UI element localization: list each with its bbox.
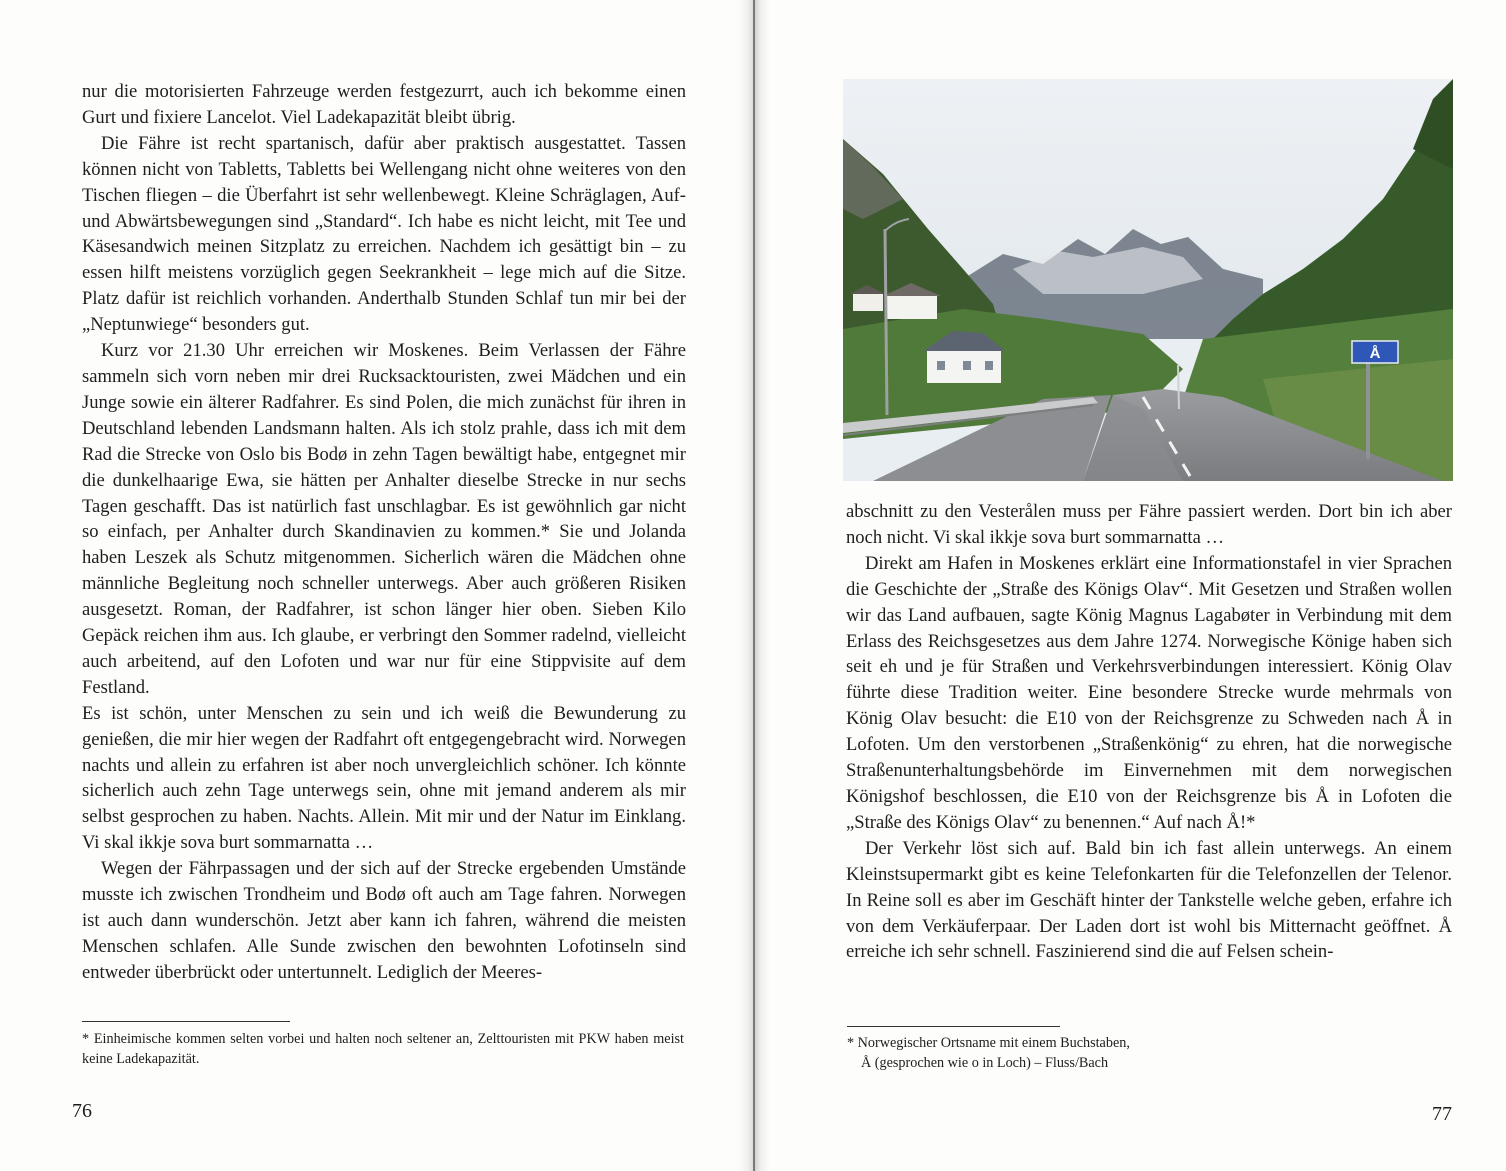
paragraph: Wegen der Fährpassagen und der sich auf der Strecke ergebenden Umstände musste ich zwischen Trondheim und Bodø oft auch am Tage fahren. Norwegen ist auch dann wunderschön. Jetzt aber kann ich fahren, während die meisten Menschen schlafen. Alle Sunde zwischen den bewohnten Lofotinseln sind entweder überbrückt oder untertunnelt. Lediglich der Meeres- bbox=[82, 858, 686, 983]
paragraph: Der Verkehr löst sich auf. Bald bin ich fast allein unterwegs. An einem Kleinstsupermarkt gibt es keine Telefonkarten für die Telefonzellen der Telenor. In Reine soll es aber im Geschäft hinter der Tankstelle welche geben, erfahre ich von dem Verkäuferpaar. Der Laden dort ist wohl bis Mitternacht geöffnet. Å erreiche ich sehr schnell. Faszinierend sind die auf Felsen schein- bbox=[846, 837, 1452, 963]
paragraph: Die Fähre ist recht spartanisch, dafür aber praktisch ausgestattet. Tassen können nicht von Tabletts, Tabletts bei Wellengang nicht ohne weiteres von den Tischen fliegen – die Überfahrt ist sehr wellenbewegt. Kleine Schräglagen, Auf- und Abwärtsbewegungen sind „Standard“. Ich habe es nicht leicht, mit Tee und Käsesandwich meinen Sitzplatz zu erreichen. Nachdem ich gesättigt bin – zu essen hilft meistens vorzüglich gegen Seekrankheit – lege mich auf die Sitze. Platz dafür ist reichlich vorhanden. Anderthalb Stunden Schlaf tun mir bei der „Neptunwiege“ besonders gut. bbox=[82, 132, 686, 336]
left-page-body bbox=[82, 79, 686, 986]
paragraph: nur die motorisierten Fahrzeuge werden festgezurrt, auch ich bekomme einen Gurt und fixiere Lancelot. Viel Ladekapazität bleibt übrig. bbox=[82, 81, 686, 128]
footnote-line: * Norwegischer Ortsname mit einem Buchstaben, bbox=[847, 1035, 1130, 1051]
footnote: * Einheimische kommen selten vorbei und halten noch seltener an, Zelttouristen mit PKW haben meist keine Ladekapazität. bbox=[82, 1031, 684, 1067]
road-landscape-image bbox=[843, 79, 1453, 481]
road-sign-label: Å bbox=[1369, 345, 1381, 362]
paragraph: Es ist schön, unter Menschen zu sein und ich weiß die Bewunderung zu genießen, die mir hier wegen der Radfahrt oft entgegengebracht wird. Norwegen nachts und allein zu erfahren ist aber noch unvergleichlich schöner. Ich könnte sicherlich auch zehn Tage unterwegs sein, ohne mit jemand anderem als mir selbst gesprochen zu haben. Nachts. Allein. Mit mir und der Natur im Einklang. Vi skal ikkje sova burt sommarnatta … bbox=[82, 702, 686, 854]
page-number: 76 bbox=[72, 1100, 92, 1122]
road-photo bbox=[843, 79, 1453, 481]
footnote bbox=[847, 1033, 1267, 1073]
book-gutter bbox=[738, 0, 770, 1171]
page-number: 77 bbox=[1432, 1103, 1452, 1125]
footnote-divider bbox=[847, 1026, 1060, 1027]
paragraph: Direkt am Hafen in Moskenes erklärt eine Informationstafel in vier Sprachen die Geschichte der „Straße des Königs Olav“. Mit Gesetzen und Straßen wollen wir das Land aufbauen, sagte König Magnus Lagabøter in Verbindung mit dem Erlass des Reichsgesetzes aus dem Jahre 1274. Norwegische Könige haben sich seit eh und je für Straßen und Verkehrsverbindungen interessiert. König Olav führte diese Tradition weiter. Eine besondere Strecke wurde mehrmals von König Olav besucht: die E10 von der Reichsgrenze zu Schweden nach Å in Lofoten. Um den verstorbenen „Straßenkönig“ zu ehren, hat die norwegische Straßenunterhaltungsbehörde im Einvernehmen mit dem norwegischen Königshof beschlossen, die E10 von der Reichsgrenze bis Å in Lofoten die „Straße des Königs Olav“ zu benennen.“ Auf nach Å!* bbox=[846, 552, 1452, 833]
footnote-line: Å (gesprochen wie o in Loch) – Fluss/Bach bbox=[861, 1055, 1109, 1071]
right-page-body bbox=[846, 499, 1452, 965]
footnote-divider bbox=[82, 1021, 290, 1022]
paragraph: Kurz vor 21.30 Uhr erreichen wir Moskenes. Beim Verlassen der Fähre sammeln sich vorn neben mir drei Rucksacktouristen, zwei Mädchen und ein Junge sowie ein älterer Radfahrer. Es sind Polen, die mich zunächst für ihren in Deutschland lebenden Landsmann halten. Als ich stolz prahle, dass ich mit dem Rad die Strecke von Oslo bis Bodø in zehn Tagen bewältigt habe, entgegnet mir die dunkelhaarige Ewa, sie hätten per Anhalter dieselbe Strecke in nur sechs Tagen geschafft. Das ist natürlich fast unschlagbar. Es ist gewöhnlich gar nicht so einfach, per Anhalter durch Skandinavien zu kommen.* Sie und Jolanda haben Leszek als Schutz mitgenommen. Sicherlich wären die Mädchen ohne männliche Begleitung noch schneller unterwegs. Aber auch größeren Risiken ausgesetzt. Roman, der Radfahrer, ist schon länger hier oben. Sieben Kilo Gepäck reichen ihm aus. Ich glaube, er verbringt den Sommer radelnd, vielleicht auch arbeitend, auf den Lofoten und war nur für eine Stippvisite auf dem Festland. bbox=[82, 340, 686, 698]
street-lamp bbox=[885, 229, 887, 415]
paragraph: abschnitt zu den Vesterålen muss per Fähre passiert werden. Dort bin ich aber noch nicht. Vi skal ikkje sova burt sommarnatta … bbox=[846, 501, 1452, 548]
